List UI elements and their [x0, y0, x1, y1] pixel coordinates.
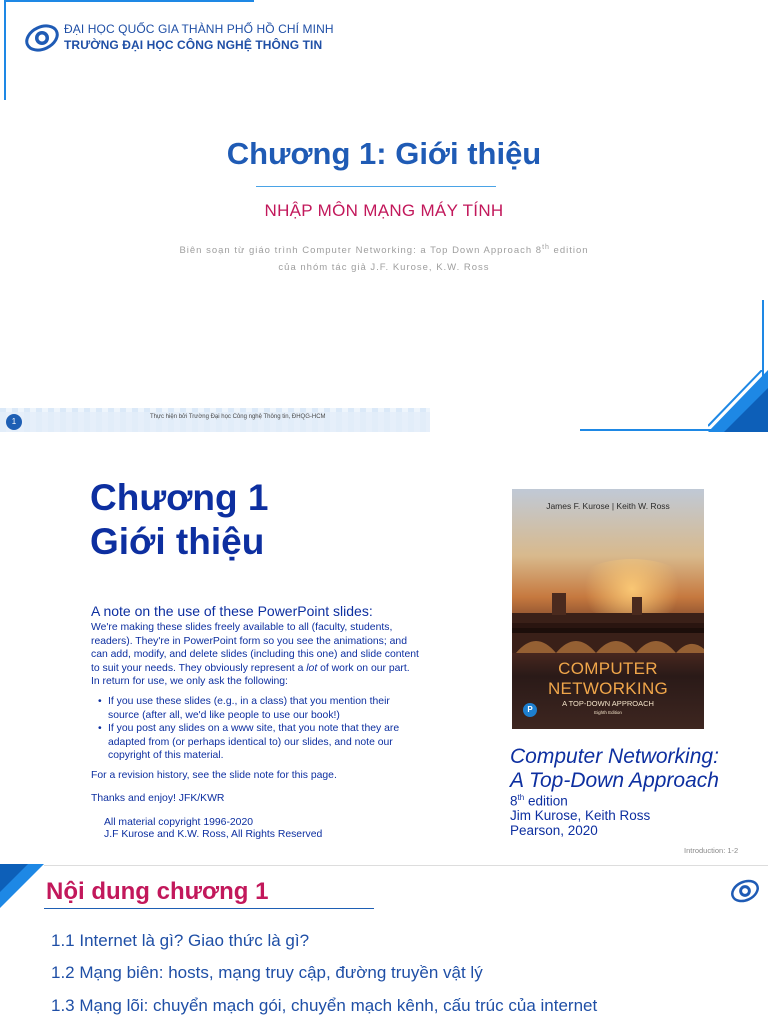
contents-slide — [0, 864, 768, 1024]
copyright-line2: J.F Kurose and K.W. Ross, All Rights Reserved — [104, 829, 323, 840]
note-bullets — [98, 695, 423, 763]
section-title: Nội dung chương 1 — [46, 878, 269, 905]
note-bullet: • If you post any slides on a www site, that you note that they are adapted from (or perhaps identical to) our slides, and note our copyright of this material. — [98, 722, 423, 763]
top-divider — [44, 865, 768, 866]
cover-authors: James F. Kurose | Keith W. Ross — [546, 501, 670, 511]
book-edition: 8th edition — [510, 793, 568, 809]
note-heading: A note on the use of these PowerPoint slides: — [91, 603, 373, 619]
university-name: ĐẠI HỌC QUỐC GIA THÀNH PHỐ HỒ CHÍ MINH — [64, 22, 334, 36]
thanks-note: Thanks and enjoy! JFK/KWR — [91, 793, 225, 804]
slide-label: Introduction: 1-2 — [684, 846, 739, 855]
revision-note: For a revision history, see the slide note for this page. — [91, 770, 337, 781]
corner-decoration-icon — [708, 370, 768, 432]
publisher-logo-icon: P — [523, 703, 537, 717]
source-note-line2: của nhóm tác giả J.F. Kurose, K.W. Ross — [278, 262, 490, 273]
book-title-line1: Computer Networking: — [510, 745, 719, 768]
title-divider — [256, 186, 496, 187]
source-note-line1: Biên soạn từ giáo trình Computer Networking: a Top Down Approach 8th edition — [179, 244, 589, 257]
page-number-badge: 1 — [6, 414, 22, 430]
frame-line-left — [4, 0, 6, 100]
book-cover-image — [512, 489, 704, 729]
copyright-line1: All material copyright 1996-2020 — [104, 817, 254, 828]
university-logo-icon — [24, 20, 60, 56]
course-name: NHẬP MÔN MẠNG MÁY TÍNH — [264, 201, 504, 220]
contents-item: 1.3 Mạng lõi: chuyển mạch gói, chuyển mạch kênh, cấu trúc của internet — [51, 996, 598, 1015]
cover-edition: Eighth Edition — [594, 710, 622, 715]
chapter-intro-slide — [0, 432, 768, 864]
cover-title-line2: NETWORKING — [547, 679, 669, 698]
contents-item: 1.2 Mạng biên: hosts, mạng truy cập, đường truyền vật lý — [51, 963, 483, 982]
book-publisher: Pearson, 2020 — [510, 823, 598, 838]
cover-title-line1: COMPUTER — [558, 659, 658, 678]
book-authors: Jim Kurose, Keith Ross — [510, 808, 651, 823]
chapter-title-line2: Giới thiệu — [90, 521, 265, 562]
section-divider — [44, 908, 374, 909]
cover-bridge-illustration — [512, 593, 704, 653]
title-slide — [0, 0, 768, 432]
faculty-name: TRƯỜNG ĐẠI HỌC CÔNG NGHỆ THÔNG TIN — [64, 38, 323, 52]
corner-decoration-icon — [0, 864, 48, 912]
contents-item: 1.1 Internet là gì? Giao thức là gì? — [51, 931, 310, 950]
frame-line-top — [4, 0, 254, 2]
slide-title: Chương 1: Giới thiệu — [226, 136, 542, 171]
university-logo-icon — [730, 876, 760, 906]
chapter-title-line1: Chương 1 — [90, 477, 269, 518]
note-bullet: • If you use these slides (e.g., in a class) that you mention their source (after all, we'd like people to use our book!) — [98, 695, 423, 722]
footer-credit: Thực hiện bởi Trường Đại học Công nghệ Thông tin, ĐHQG-HCM — [150, 414, 326, 420]
book-title-line2: A Top-Down Approach — [510, 769, 719, 792]
note-paragraph: We're making these slides freely available to all (faculty, students, readers). They're in PowerPoint form so you see the animations; and can add, modify, and delete slides (including this one) and slide content to suit your needs. They obviously represent a lot of work on our part. In return for use, we only ask the following: — [91, 622, 419, 687]
cover-subtitle: A TOP-DOWN APPROACH — [562, 699, 654, 708]
